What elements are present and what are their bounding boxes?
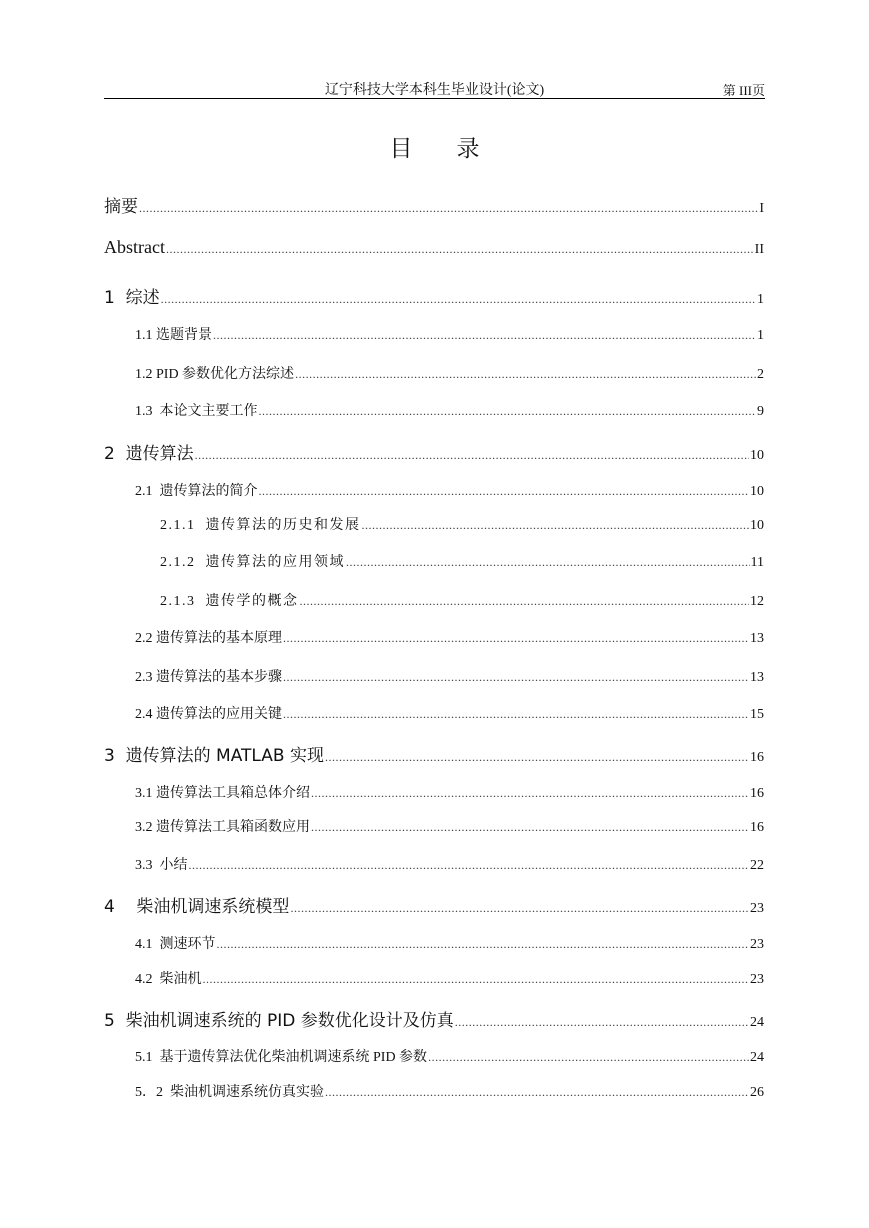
toc-leader-dots bbox=[139, 201, 758, 216]
toc-leader-dots bbox=[362, 518, 750, 533]
toc-entry-label: 5．2 柴油机调速系统仿真实验 bbox=[135, 1085, 324, 1100]
toc-entry-label: 5 柴油机调速系统的 PID 参数优化设计及仿真 bbox=[104, 1011, 454, 1031]
toc-entry-page: 12 bbox=[750, 594, 764, 609]
toc-leader-dots bbox=[259, 484, 750, 499]
toc-entry-page: 9 bbox=[757, 404, 764, 419]
toc-entry[interactable] bbox=[0, 1006, 764, 1031]
toc-entry[interactable] bbox=[0, 324, 764, 344]
toc-leader-dots bbox=[311, 820, 749, 835]
toc-entry-label: 3 遗传算法的 MATLAB 实现 bbox=[104, 746, 324, 766]
toc-entry-page: 16 bbox=[750, 820, 764, 835]
page-title: 目录 bbox=[389, 136, 524, 162]
toc-leader-dots bbox=[290, 901, 749, 916]
toc-leader-dots bbox=[325, 1085, 749, 1100]
toc-entry[interactable] bbox=[0, 933, 764, 953]
toc-entry[interactable] bbox=[0, 741, 764, 766]
toc-entry[interactable] bbox=[0, 703, 764, 723]
toc-entry-page: 24 bbox=[750, 1015, 764, 1030]
toc-entry-label: 4.1 测速环节 bbox=[135, 937, 216, 952]
toc-entry-label: 2.4 遗传算法的应用关键 bbox=[135, 707, 282, 722]
toc-entry-page: 23 bbox=[750, 901, 764, 916]
toc-entry-page: 23 bbox=[750, 937, 764, 952]
toc-entry-label: 3.1 遗传算法工具箱总体介绍 bbox=[135, 786, 310, 801]
toc-entry-label: Abstract bbox=[104, 237, 165, 257]
toc-entry-page: 22 bbox=[750, 858, 764, 873]
toc-entry[interactable] bbox=[0, 782, 764, 802]
toc-entry[interactable] bbox=[0, 854, 764, 874]
toc-entry-page: 24 bbox=[750, 1050, 764, 1065]
toc-leader-dots bbox=[166, 242, 754, 257]
toc-entry-label: 5.1 基于遗传算法优化柴油机调速系统 PID 参数 bbox=[135, 1050, 428, 1065]
toc-leader-dots bbox=[346, 555, 750, 570]
toc-entry[interactable] bbox=[0, 1046, 764, 1066]
toc-entry-label: 2.3 遗传算法的基本步骤 bbox=[135, 670, 282, 685]
toc-leader-dots bbox=[195, 448, 749, 463]
toc-leader-dots bbox=[259, 404, 757, 419]
toc-entry-label: 2 遗传算法 bbox=[104, 444, 194, 464]
toc-leader-dots bbox=[283, 631, 749, 646]
toc-entry-page: 26 bbox=[750, 1085, 764, 1100]
toc-entry-page: 10 bbox=[750, 518, 764, 533]
toc-entry-label: 1 综述 bbox=[104, 288, 160, 308]
toc-entry[interactable] bbox=[0, 400, 764, 420]
toc-entry-label: 2.1.3 遗传学的概念 bbox=[160, 594, 299, 609]
toc-entry[interactable] bbox=[0, 192, 764, 217]
toc-entry-page: 10 bbox=[750, 484, 764, 499]
toc-entry-page: II bbox=[754, 242, 764, 257]
toc-entry-page: 2 bbox=[757, 367, 764, 382]
toc-entry[interactable] bbox=[0, 363, 764, 383]
toc-entry[interactable] bbox=[0, 439, 764, 464]
toc-entry-label: 1.1 选题背景 bbox=[135, 328, 212, 343]
header-page-number: 第 III页 bbox=[722, 83, 765, 98]
toc-leader-dots bbox=[455, 1015, 749, 1030]
toc-entry[interactable] bbox=[0, 480, 764, 500]
toc-entry-page: 15 bbox=[750, 707, 764, 722]
header-title: 辽宁科技大学本科生毕业设计(论文) bbox=[324, 83, 545, 98]
toc-entry[interactable] bbox=[0, 816, 764, 836]
toc-entry-label: 3.3 小结 bbox=[135, 858, 188, 873]
toc-leader-dots bbox=[311, 786, 749, 801]
toc-entry-label: 2.2 遗传算法的基本原理 bbox=[135, 631, 282, 646]
toc-entry-label: 3.2 遗传算法工具箱函数应用 bbox=[135, 820, 310, 835]
toc-leader-dots bbox=[295, 367, 756, 382]
toc-entry-page: 1 bbox=[757, 292, 764, 307]
toc-entry[interactable] bbox=[0, 627, 764, 647]
toc-entry[interactable] bbox=[0, 590, 764, 610]
toc-leader-dots bbox=[283, 707, 749, 722]
toc-leader-dots bbox=[203, 972, 750, 987]
toc-leader-dots bbox=[300, 594, 750, 609]
toc-leader-dots bbox=[428, 1050, 749, 1065]
toc-entry[interactable] bbox=[0, 283, 764, 308]
toc-entry[interactable] bbox=[0, 892, 764, 917]
toc-entry[interactable] bbox=[0, 237, 764, 258]
toc-entry-label: 4.2 柴油机 bbox=[135, 972, 202, 987]
toc-leader-dots bbox=[217, 937, 750, 952]
toc-entry[interactable] bbox=[0, 1081, 764, 1101]
toc-entry-label: 4 柴油机调速系统模型 bbox=[104, 897, 290, 917]
toc-entry-label: 2.1 遗传算法的简介 bbox=[135, 484, 258, 499]
toc-entry-page: I bbox=[759, 201, 764, 216]
toc-entry-page: 16 bbox=[750, 750, 764, 765]
toc-leader-dots bbox=[161, 292, 756, 307]
toc-entry[interactable] bbox=[0, 968, 764, 988]
toc-entry-label: 2.1.2 遗传算法的应用领域 bbox=[160, 555, 345, 570]
toc-entry-page: 16 bbox=[750, 786, 764, 801]
toc-leader-dots bbox=[283, 670, 749, 685]
toc-entry[interactable] bbox=[0, 666, 764, 686]
toc-entry-page: 13 bbox=[750, 670, 764, 685]
toc-leader-dots bbox=[189, 858, 750, 873]
toc-entry-page: 23 bbox=[750, 972, 764, 987]
toc-entry-label: 1.2 PID 参数优化方法综述 bbox=[135, 367, 295, 382]
toc-entry-page: 11 bbox=[750, 555, 764, 570]
toc-entry-page: 1 bbox=[757, 328, 764, 343]
toc-leader-dots bbox=[213, 328, 756, 343]
toc-entry-label: 摘要 bbox=[104, 197, 138, 217]
toc-entry[interactable] bbox=[0, 551, 764, 571]
toc-entry-page: 13 bbox=[750, 631, 764, 646]
toc-leader-dots bbox=[325, 750, 749, 765]
toc-entry-label: 1.3 本论文主要工作 bbox=[135, 404, 258, 419]
toc-entry[interactable] bbox=[0, 514, 764, 534]
toc-entry-label: 2.1.1 遗传算法的历史和发展 bbox=[160, 518, 361, 533]
toc-entry-page: 10 bbox=[750, 448, 764, 463]
